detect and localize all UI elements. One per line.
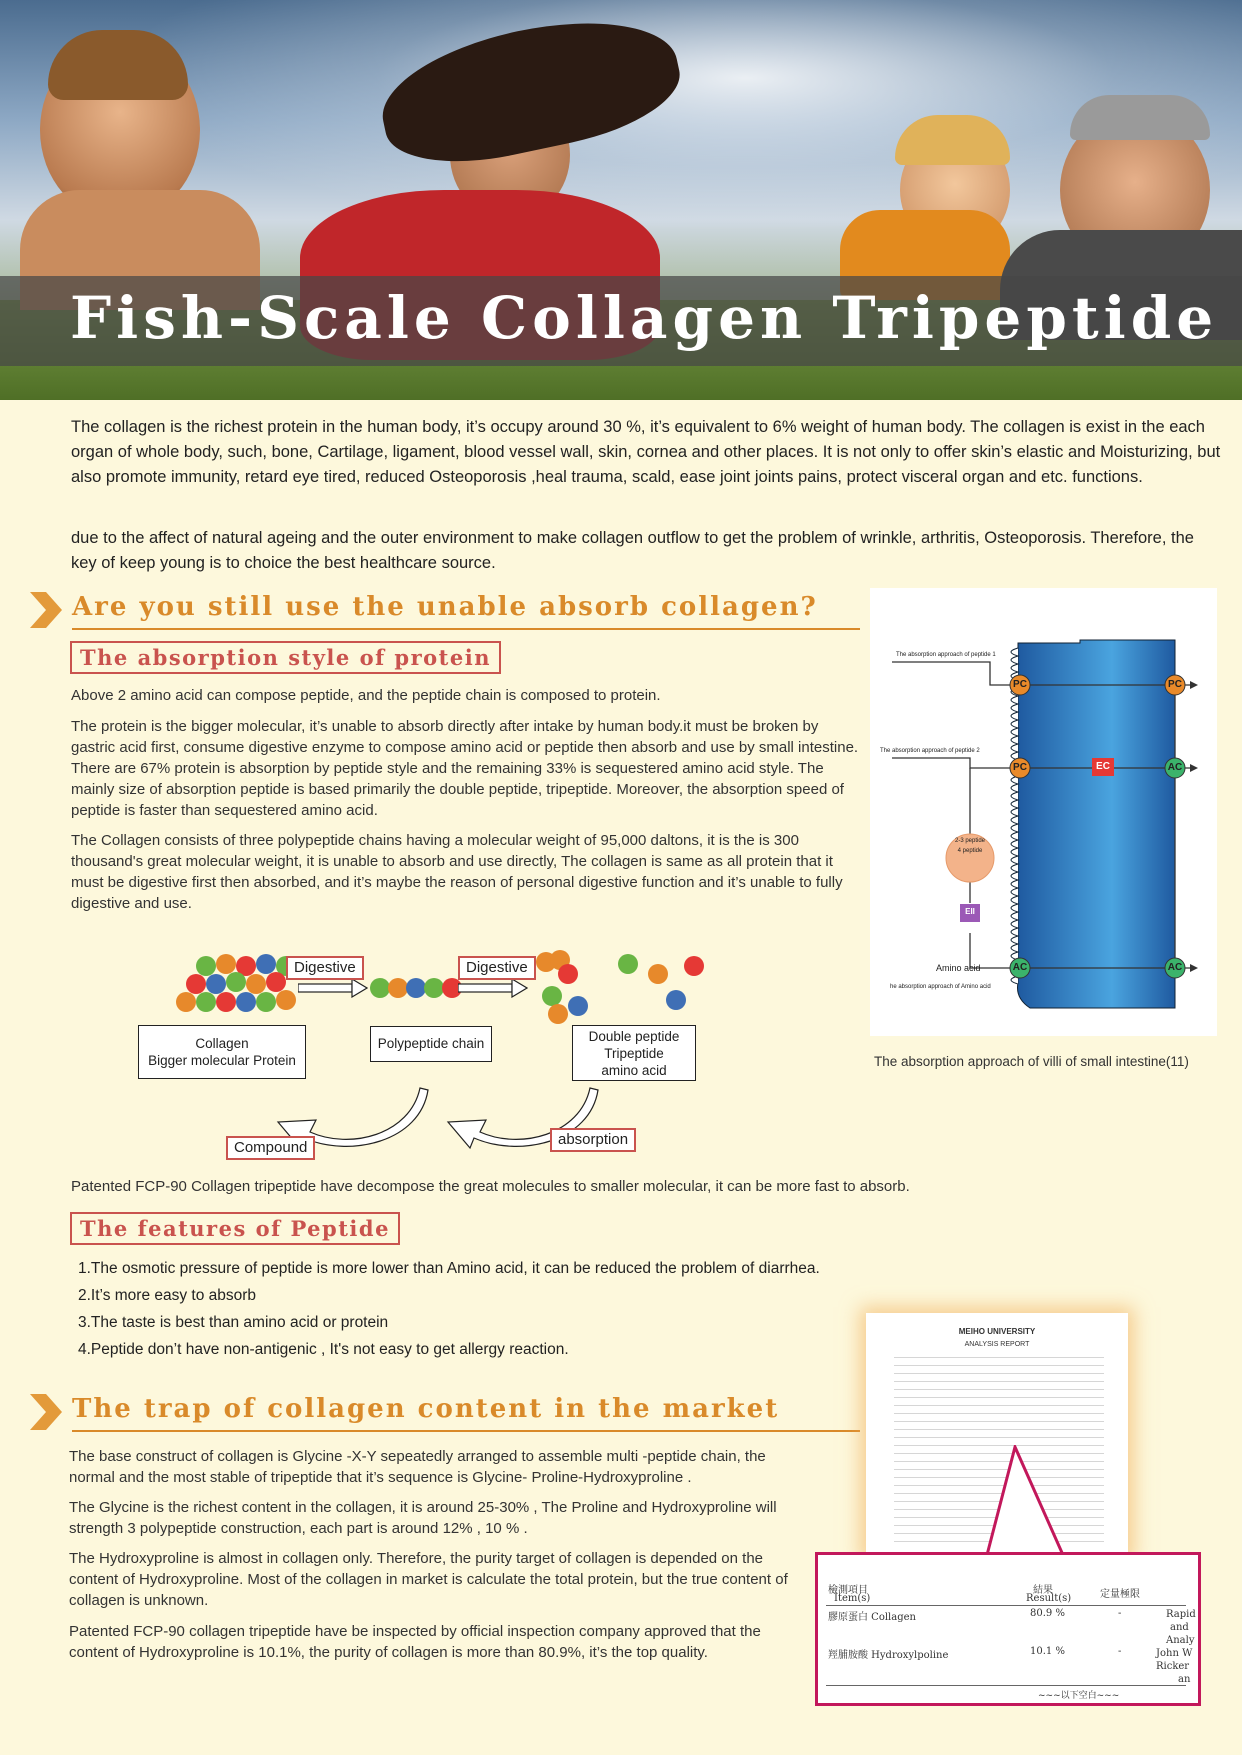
ac-marker-label: AC [1012, 962, 1028, 973]
molecule-dot [424, 978, 444, 998]
molecule-dot [370, 978, 390, 998]
feature-item: 1.The osmotic pressure of peptide is more lower than Amino acid, it can be reduced the problem of diarrhea. [78, 1260, 820, 1277]
molecule-dot [648, 964, 668, 984]
section-title: The trap of collagen content in the market [72, 1394, 780, 1424]
page-title: Fish-Scale Collagen Tripeptide [70, 284, 1219, 352]
absorption-paragraph-3: The Collagen consists of three polypeptide chains having a molecular weight of 95,000 daltons, it is the is 300 thousand's great molecular weight, it is unable to absorb and use directly, The collagen is same as all protein that it must be digestive first then absorbed, and it’s maybe the reason of personal digestive function and it’s unable to fully digestive and use. [71, 832, 843, 912]
digestive-label: Digestive [458, 956, 536, 980]
header-divider [826, 1605, 1186, 1606]
row2-name: 羥脯胺酸 Hydroxylpoline [828, 1650, 949, 1661]
villi-diagram [870, 588, 1217, 1036]
molecule-dot [276, 990, 296, 1010]
patented-paragraph: Patented FCP-90 Collagen tripeptide have decompose the great molecules to smaller molecular, it can be more fast to absorb. [71, 1178, 910, 1195]
molecule-dot [176, 992, 196, 1012]
villi-peptide-l1: 2-3 peptide [954, 838, 986, 844]
double-peptide-line3: amino acid [601, 1063, 667, 1078]
pc-marker-label: PC [1013, 679, 1027, 690]
arrow-right-icon [458, 978, 528, 998]
intro-paragraph-1: The collagen is the richest protein in the human body, it’s occupy around 30 %, it’s equivalent to 6% weight of human body. The collagen is exist in the each organ of whole body, such, bone, Cartilage, ligament, blood vessel wall, skin, cornea and other places. It is not only to offer skin’s elastic and Moisturizing, but also promote immunity, retard eye tired, reduced Osteoporosis ,heal trauma, scald, ease joint joints pains, protect visceral organ and etc. functions. [71, 418, 1221, 486]
section-divider [72, 1430, 860, 1432]
villi-label-path1: The absorption approach of peptide 1 [896, 652, 996, 658]
molecule-dot [216, 992, 236, 1012]
molecule-dot [226, 972, 246, 992]
molecule-dot [684, 956, 704, 976]
molecule-dot [256, 992, 276, 1012]
molecule-dot [568, 996, 588, 1016]
ec-marker-label: EC [1096, 761, 1110, 772]
collagen-box [138, 1025, 306, 1079]
eii-marker-label: EII [965, 907, 975, 916]
trap-paragraph-1: The base construct of collagen is Glycine -X-Y sepeatedly arranged to assemble multi -peptide chain, the normal and the most stable of tripeptide that it’s sequence is Glycine- Proline-Hydroxyproline . [69, 1448, 766, 1486]
footer-divider [826, 1685, 1186, 1686]
molecule-dot [666, 990, 686, 1010]
col-item: 檢測項目 [828, 1585, 868, 1596]
pc-marker-label: PC [1168, 679, 1182, 690]
arrow-right-icon [298, 978, 368, 998]
molecule-dot [196, 956, 216, 976]
grandpa-hair [1070, 95, 1210, 140]
double-peptide-line2: Tripeptide [604, 1046, 664, 1061]
row2-value: 10.1 % [1030, 1646, 1065, 1657]
report-subtitle: ANALYSIS REPORT [964, 1341, 1030, 1348]
section-divider [72, 628, 860, 630]
ac-marker-label: AC [1167, 962, 1183, 973]
row1-name: 膠原蛋白 Collagen [828, 1612, 916, 1623]
side-text: and [1170, 1622, 1189, 1633]
chevron-right-icon [28, 590, 68, 630]
chevron-right-icon [28, 1392, 68, 1432]
col-limit: 定量極限 [1100, 1589, 1140, 1600]
row2-dash: - [1118, 1646, 1122, 1657]
molecule-dot [196, 992, 216, 1012]
intro-paragraph-2: due to the affect of natural ageing and the outer environment to make collagen outflow to get the problem of wrinkle, arthritis, Osteoporosis. Therefore, the key of keep young is to choice the best healthcare source. [71, 529, 1194, 572]
molecule-dot [256, 954, 276, 974]
row1-dash: - [1118, 1608, 1122, 1619]
double-peptide-line1: Double peptide [588, 1029, 680, 1044]
col-result: 結果 [1033, 1585, 1053, 1596]
ac-marker-label: AC [1167, 762, 1183, 773]
col-result-en: Result(s) [1026, 1593, 1072, 1604]
subsection-title-features: The features of Peptide [70, 1212, 400, 1245]
molecule-dot [406, 978, 426, 998]
double-peptide-box [572, 1025, 696, 1081]
molecule-dot [548, 1004, 568, 1024]
section-header-absorb [28, 590, 860, 630]
molecule-dot [542, 986, 562, 1006]
molecule-dot [266, 972, 286, 992]
side-text: Analy [1166, 1635, 1195, 1646]
absorption-paragraph-1: Above 2 amino acid can compose peptide, and the peptide chain is composed to protein. [71, 687, 661, 704]
side-text: Ricker [1156, 1661, 1190, 1672]
subsection-title-absorption: The absorption style of protein [70, 641, 501, 674]
molecule-dot [558, 964, 578, 984]
villi-peptide-l2: 4 peptide [957, 848, 983, 854]
absorption-paragraph-2: The protein is the bigger molecular, it’s unable to absorb directly after intake by human body.it must be broken by gastric acid first, consume digestive enzyme to compose amino acid or peptide then absorb and use by small intestine. There are 67% protein is absorption by peptide style and the remaining 33% is sequestered amino acid style. The mainly size of absorption peptide is based primarily the double peptide, tripeptide. Moreover, the absorption speed of peptide is faster than sequestered amino acid. [71, 718, 859, 819]
report-callout [815, 1552, 1201, 1706]
absorption-label: absorption [550, 1128, 636, 1152]
feature-item: 3.The taste is best than amino acid or protein [78, 1314, 389, 1331]
trap-paragraph-2: The Glycine is the richest content in the collagen, it is around 25-30% , The Proline and Hydroxyproline will strength 3 polypeptide construction, each part is around 12% , 10 % . [69, 1499, 777, 1537]
row1-value: 80.9 % [1030, 1608, 1065, 1619]
compound-label: Compound [226, 1136, 315, 1160]
polypeptide-label: Polypeptide chain [377, 1036, 485, 1051]
side-text: Rapid [1166, 1609, 1196, 1620]
digestive-label: Digestive [286, 956, 364, 980]
molecule-dot [246, 974, 266, 994]
collagen-box-line2: Bigger molecular Protein [148, 1053, 296, 1068]
feature-item: 4.Peptide don’t have non-antigenic , It's not easy to get allergy reaction. [78, 1341, 569, 1358]
villi-label-path2: The absorption approach of peptide 2 [880, 748, 980, 754]
villi-label-amino-path: he absorption approach of Amino acid [890, 984, 991, 990]
report-university: MEIHO UNIVERSITY [958, 1327, 1036, 1336]
villi-label-amino: Amino acid [936, 963, 981, 973]
molecule-dot [186, 974, 206, 994]
polypeptide-box [370, 1026, 492, 1062]
child-hair [895, 115, 1010, 165]
molecule-dot [206, 974, 226, 994]
report-footer: ~~~以下空白~~~ [1038, 1691, 1120, 1701]
callout-pointer [985, 1445, 1065, 1555]
feature-item: 2.It’s more easy to absorb [78, 1287, 257, 1304]
molecule-dot [236, 992, 256, 1012]
molecule-dot [388, 978, 408, 998]
features-list [78, 1257, 878, 1362]
trap-paragraph-3: The Hydroxyproline is almost in collagen only. Therefore, the purity target of collagen is depended on the content of Hydroxyproline. Most of the collagen in market is calculate the total protein, but the true content of collagen is unknown. [69, 1550, 788, 1609]
pc-marker-label: PC [1013, 762, 1027, 773]
side-text: an [1178, 1674, 1191, 1685]
boy-hair [48, 30, 188, 100]
trap-paragraph-4: Patented FCP-90 collagen tripeptide have be inspected by official inspection company approved that the content of Hydroxyproline is 10.1%, the purity of collagen is more than 80.9%, it’s the top quality. [69, 1623, 761, 1661]
molecule-dot [618, 954, 638, 974]
side-text: John W [1156, 1648, 1193, 1659]
villi-caption: The absorption approach of villi of small intestine(11) [874, 1054, 1189, 1069]
section-header-trap [28, 1392, 860, 1432]
col-item-en: Item(s) [834, 1593, 871, 1604]
section-title: Are you still use the unable absorb collagen? [72, 592, 818, 622]
collagen-box-line1: Collagen [195, 1036, 249, 1051]
molecule-dot [216, 954, 236, 974]
digestion-diagram [130, 940, 730, 1160]
